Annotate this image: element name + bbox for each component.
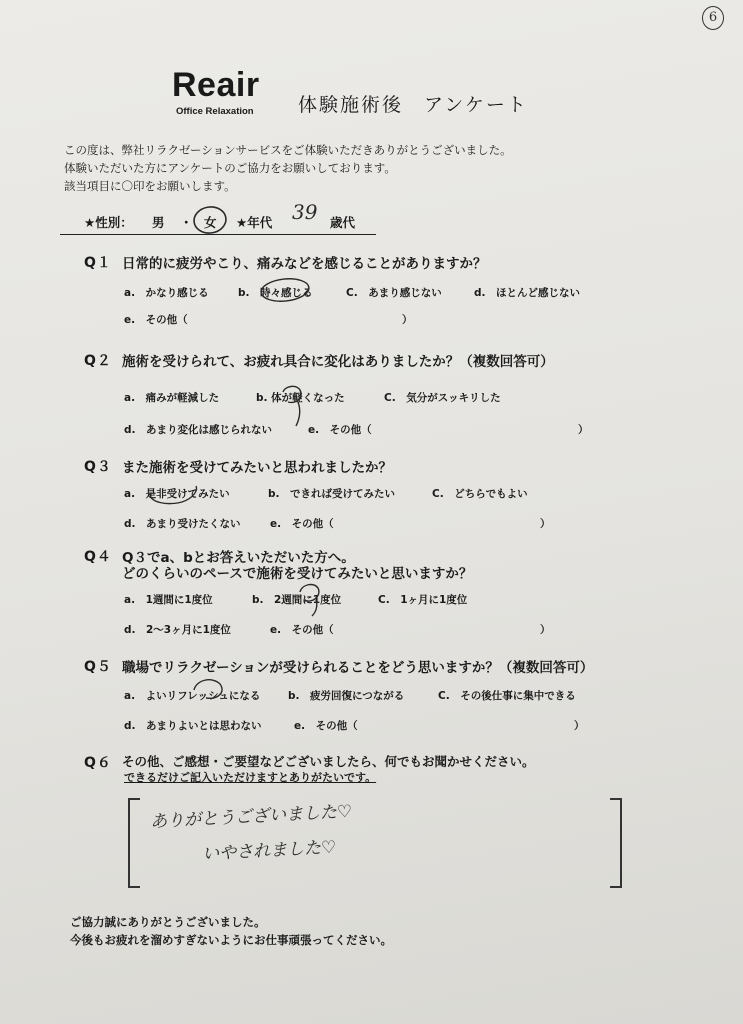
q2-option-e[interactable]: e. その他（ xyxy=(308,424,372,436)
q1-option-a[interactable]: a. かなり感じる xyxy=(124,287,209,299)
q2-option-b[interactable]: b. 体が軽くなった xyxy=(256,392,345,404)
brand-logo: Reair xyxy=(172,66,260,104)
q5-option-c[interactable]: C. その後仕事に集中できる xyxy=(438,690,576,702)
q3-number: Q３ xyxy=(84,459,112,475)
q2-number: Q２ xyxy=(84,353,112,369)
q1-option-e[interactable]: e. その他（ xyxy=(124,314,188,326)
intro-line-1: この度は、弊社リラクゼーションサービスをご体験いただきありがとうございました。 xyxy=(64,143,512,157)
q3-option-a[interactable]: a. 是非受けてみたい xyxy=(124,488,230,500)
q3-option-d[interactable]: d. あまり受けたくない xyxy=(124,518,241,530)
age-suffix: 歳代 xyxy=(330,215,356,230)
q4-number: Q４ xyxy=(84,549,112,565)
q2-option-e-close: ） xyxy=(578,424,589,436)
q1-option-b[interactable]: b. 時々感じる xyxy=(238,287,313,299)
circle-mark-q3-a xyxy=(150,486,196,504)
q2-text: 施術を受けられて、お疲れ具合に変化はありましたか？（複数回答可） xyxy=(122,354,554,370)
circle-mark-q2-b xyxy=(283,386,301,426)
q2-option-d[interactable]: d. あまり変化は感じられない xyxy=(124,424,273,436)
q1-option-d[interactable]: d. ほとんど感じない xyxy=(474,287,581,299)
q3-option-e-close: ） xyxy=(540,518,551,530)
q1-number: Q１ xyxy=(84,255,112,271)
q5-option-e[interactable]: e. その他（ xyxy=(294,720,358,732)
q3-option-c[interactable]: C. どちらでもよい xyxy=(432,488,528,500)
q5-option-e-close: ） xyxy=(574,720,585,732)
intro-line-2: 体験いただいた方にアンケートのご協力をお願いしております。 xyxy=(64,161,396,175)
age-value[interactable]: 39 xyxy=(292,200,318,224)
closing-line-2: 今後もお疲れを溜めすぎないようにお仕事頑張ってください。 xyxy=(70,933,392,947)
gender-dot: ・ xyxy=(180,215,193,230)
comment-line-1[interactable]: ありがとうございました♡ xyxy=(149,801,353,833)
circle-mark-q4-b xyxy=(300,585,319,616)
gender-female[interactable]: 女 xyxy=(204,215,217,230)
circle-mark-female xyxy=(192,205,227,235)
q4-option-c[interactable]: C. 1ヶ月に1度位 xyxy=(378,594,468,606)
q4-option-a[interactable]: a. 1週間に1度位 xyxy=(124,594,213,606)
gender-label: ★性別： xyxy=(84,215,133,230)
q2-option-a[interactable]: a. 痛みが軽減した xyxy=(124,392,220,404)
q4-option-b[interactable]: b. 2週間に1度位 xyxy=(252,594,342,606)
q5-text: 職場でリラクゼーションが受けられることをどう思いますか？（複数回答可） xyxy=(122,660,594,676)
q6-number: Q６ xyxy=(84,755,112,771)
brand-subtitle: Office Relaxation xyxy=(176,106,254,117)
q1-text: 日常的に疲労やこり、痛みなどを感じることがありますか？ xyxy=(122,256,487,272)
q4-option-e[interactable]: e. その他（ xyxy=(270,624,334,636)
q2-option-c[interactable]: C. 気分がスッキリした xyxy=(384,392,501,404)
q5-option-a[interactable]: a. よいリフレッシュになる xyxy=(124,690,261,702)
q1-option-c[interactable]: C. あまり感じない xyxy=(346,287,442,299)
age-label: ★年代 xyxy=(236,215,273,230)
circle-mark-q5-a xyxy=(194,680,222,699)
circle-mark-q1-b xyxy=(260,277,310,304)
q3-option-e[interactable]: e. その他（ xyxy=(270,518,334,530)
q5-option-d[interactable]: d. あまりよいとは思わない xyxy=(124,720,262,732)
q4-option-d[interactable]: d. 2～3ヶ月に1度位 xyxy=(124,624,231,636)
q3-option-b[interactable]: b. できれば受けてみたい xyxy=(268,488,396,500)
q3-text: また施術を受けてみたいと思われましたか？ xyxy=(122,460,392,476)
survey-title: 体験施術後 アンケート xyxy=(298,94,528,116)
q4-text: Q３でa、bとお答えいただいた方へ。 xyxy=(122,550,355,566)
q4-option-e-close: ） xyxy=(540,624,551,636)
q5-number: Q５ xyxy=(84,659,112,675)
gender-male[interactable]: 男 xyxy=(152,215,165,230)
q4-text-2: どのくらいのペースで施術を受けてみたいと思いますか？ xyxy=(122,566,473,582)
q6-text: その他、ご感想・ご要望などございましたら、何でもお聞かせください。 xyxy=(122,754,535,769)
closing-line-1: ご協力誠にありがとうございました。 xyxy=(70,915,266,929)
q1-option-e-close: ） xyxy=(402,314,413,326)
comment-line-2[interactable]: いやされました♡ xyxy=(201,837,337,865)
q6-text-2: できるだけご記入いただけますとありがたいです。 xyxy=(124,771,377,784)
q5-option-b[interactable]: b. 疲労回復につながる xyxy=(288,690,405,702)
intro-line-3: 該当項目に〇印をお願いします。 xyxy=(64,179,236,193)
page-number: 6 xyxy=(702,6,724,30)
